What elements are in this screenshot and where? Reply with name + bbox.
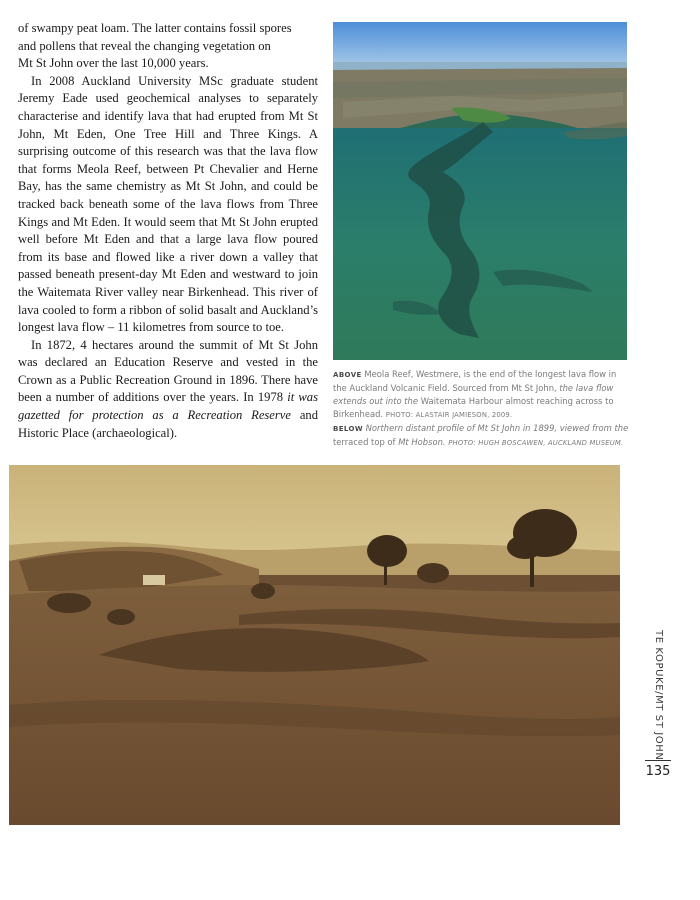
caption-above-text: Meola Reef, Westmere, is the end of the longest lava flow in the Auckland Volcanic Field. Sourced from Mt St John, xyxy=(333,369,617,393)
historic-photo-mt-st-john xyxy=(9,465,620,825)
continuation-line-3: Mt St John over the last 10,000 years. xyxy=(18,56,209,71)
running-title: TE KOPUKE/MT ST JOHN xyxy=(653,630,664,761)
photo-caption xyxy=(333,368,629,449)
caption-above-text-end: Waitemata Harbour almost reaching across to Birkenhead. xyxy=(333,395,614,419)
paragraph-continuation xyxy=(18,20,318,73)
caption-below-credit: PHOTO: HUGH BOSCAWEN, AUCKLAND MUSEUM. xyxy=(448,438,624,447)
caption-above xyxy=(333,368,629,422)
continuation-line-1: of swampy peat loam. The latter contains fossil spores xyxy=(18,21,292,35)
caption-above-credit: PHOTO: ALASTAIR JAMIESON, 2009. xyxy=(385,410,513,419)
paragraph-reserve-history xyxy=(18,337,318,443)
caption-below-italic: Northern distant profile of Mt St John in 1899, viewed from the xyxy=(365,422,629,433)
continuation-line-2: and pollens that reveal the changing vegetation on xyxy=(18,38,271,53)
reserve-history-text: In 1872, 4 hectares around the summit of Mt St John was declared an Education Reserve and vested in the Crown as a Public Recreation Ground in 1896. There have been a number of additions over the years. In 1978 xyxy=(18,337,318,405)
page-number-rule xyxy=(645,760,671,761)
historic-photo-drawing xyxy=(9,465,620,825)
aerial-photo-drawing xyxy=(333,22,627,360)
caption-below-label: BELOW xyxy=(333,424,363,433)
caption-above-italic: the lava flow extends out into the xyxy=(333,382,614,406)
page-number: 135 xyxy=(645,764,671,779)
reserve-history-end: and Historic Place (archaeological). xyxy=(18,408,318,440)
aerial-photo-meola-reef xyxy=(333,22,627,360)
caption-below-italic-place: Mt Hobson. xyxy=(398,436,446,447)
caption-below xyxy=(333,422,629,450)
caption-above-label: ABOVE xyxy=(333,371,362,379)
paragraph-lava-research: In 2008 Auckland University MSc graduate student Jeremy Eade used geochemical analyses to separately characterise and identify lava that had erupted from Mt St John, Mt Eden, One Tree Hill and Three Kings. A surprising outcome of this research was that the lava flow that forms Meola Reef, between Pt Chevalier and Herne Bay, has the same chemistry as Mt St John, and could be tracked back beneath some of the lava flows from Three Kings and Mt Eden. It would seem that Mt St John erupted well before Mt Eden and that a large lava flow poured from its base and flowed like a river down a valley that passed beneath present-day Mt Eden and westward to join the Waitemata River valley near Birkenhead. This river of lava cooled to form a ribbon of solid basalt and Auckland’s longest lava flow – 11 kilometres from source to toe. xyxy=(18,73,318,335)
reserve-history-italic: it was gazetted for protection as a Recreation Reserve xyxy=(18,390,319,423)
body-text-column xyxy=(18,20,318,442)
caption-below-text: terraced top of xyxy=(333,436,396,447)
